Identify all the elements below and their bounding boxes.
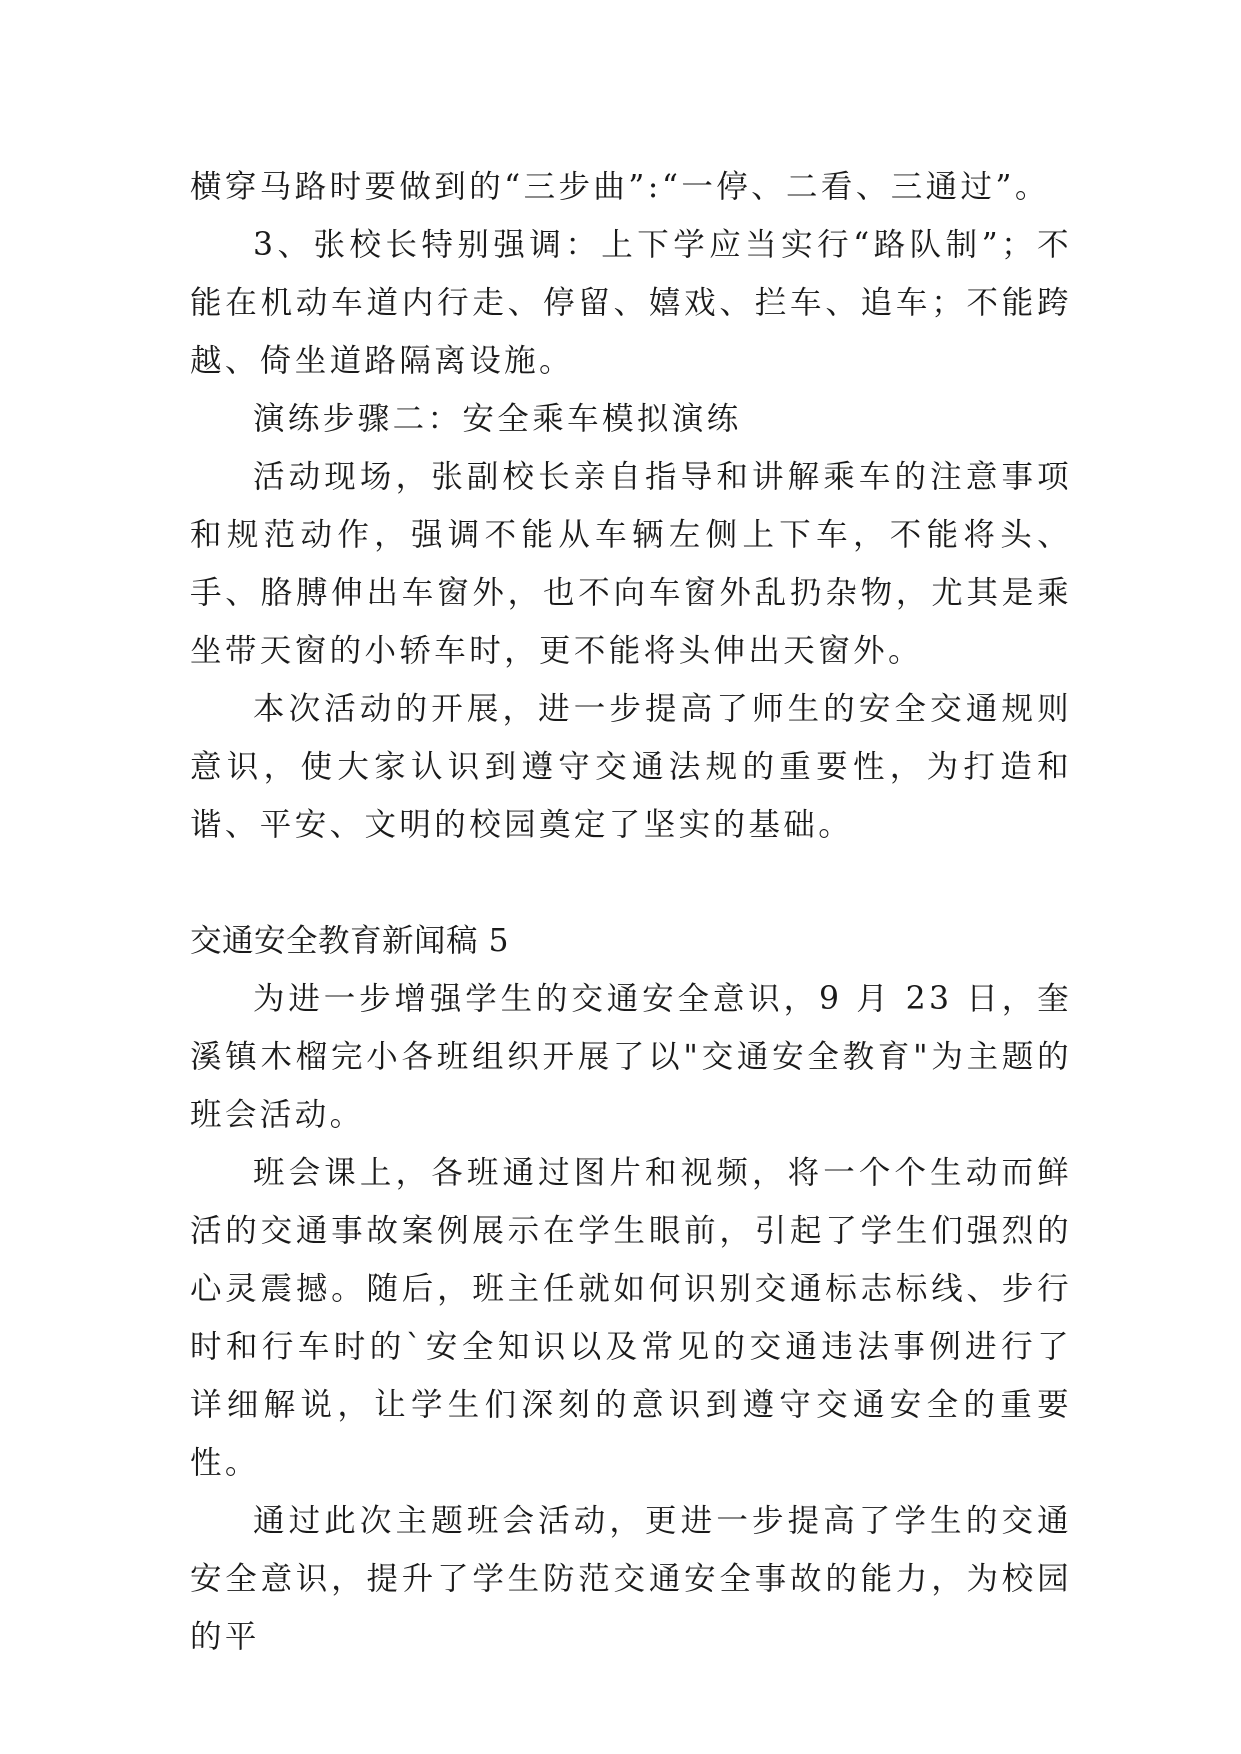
document-body	[190, 158, 1072, 1666]
paragraph-class-meeting-result: 通过此次主题班会活动，更进一步提高了学生的交通安全意识，提升了学生防范交通安全事故的能力，为校园的平	[190, 1503, 1072, 1655]
paragraph-drill-scene: 活动现场，张副校长亲自指导和讲解乘车的注意事项和规范动作，强调不能从车辆左侧上下车，不能将头、手、胳膊伸出车窗外，也不向车窗外乱扔杂物，尤其是乘坐带天窗的小轿车时，更不能将头伸出天窗外。	[190, 459, 1072, 669]
section-title: 交通安全教育新闻稿 5	[190, 923, 510, 959]
paragraph-class-meeting-content: 班会课上，各班通过图片和视频，将一个个生动而鲜活的交通事故案例展示在学生眼前，引起了学生们强烈的心灵震撼。随后，班主任就如何识别交通标志标线、步行时和行车时的`安全知识以及常见的交通违法事例进行了详细解说，让学生们深刻的意识到遵守交通安全的重要性。	[190, 1155, 1072, 1481]
paragraph-activity-summary: 本次活动的开展，进一步提高了师生的安全交通规则意识，使大家认识到遵守交通法规的重要性，为打造和谐、平安、文明的校园奠定了坚实的基础。	[190, 691, 1072, 843]
paragraph-drill-step-two: 演练步骤二：安全乘车模拟演练	[253, 401, 742, 437]
paragraph-principal-emphasis: 3、张校长特别强调：上下学应当实行“路队制”；不能在机动车道内行走、停留、嬉戏、拦车、追车；不能跨越、倚坐道路隔离设施。	[190, 227, 1072, 379]
section-gap	[190, 854, 1072, 912]
paragraph-class-meeting-intro: 为进一步增强学生的交通安全意识，9 月 23 日，奎溪镇木榴完小各班组织开展了以"交通安全教育"为主题的班会活动。	[190, 981, 1072, 1133]
paragraph-continuation: 横穿马路时要做到的“三步曲”:“一停、二看、三通过”。	[190, 169, 1050, 205]
